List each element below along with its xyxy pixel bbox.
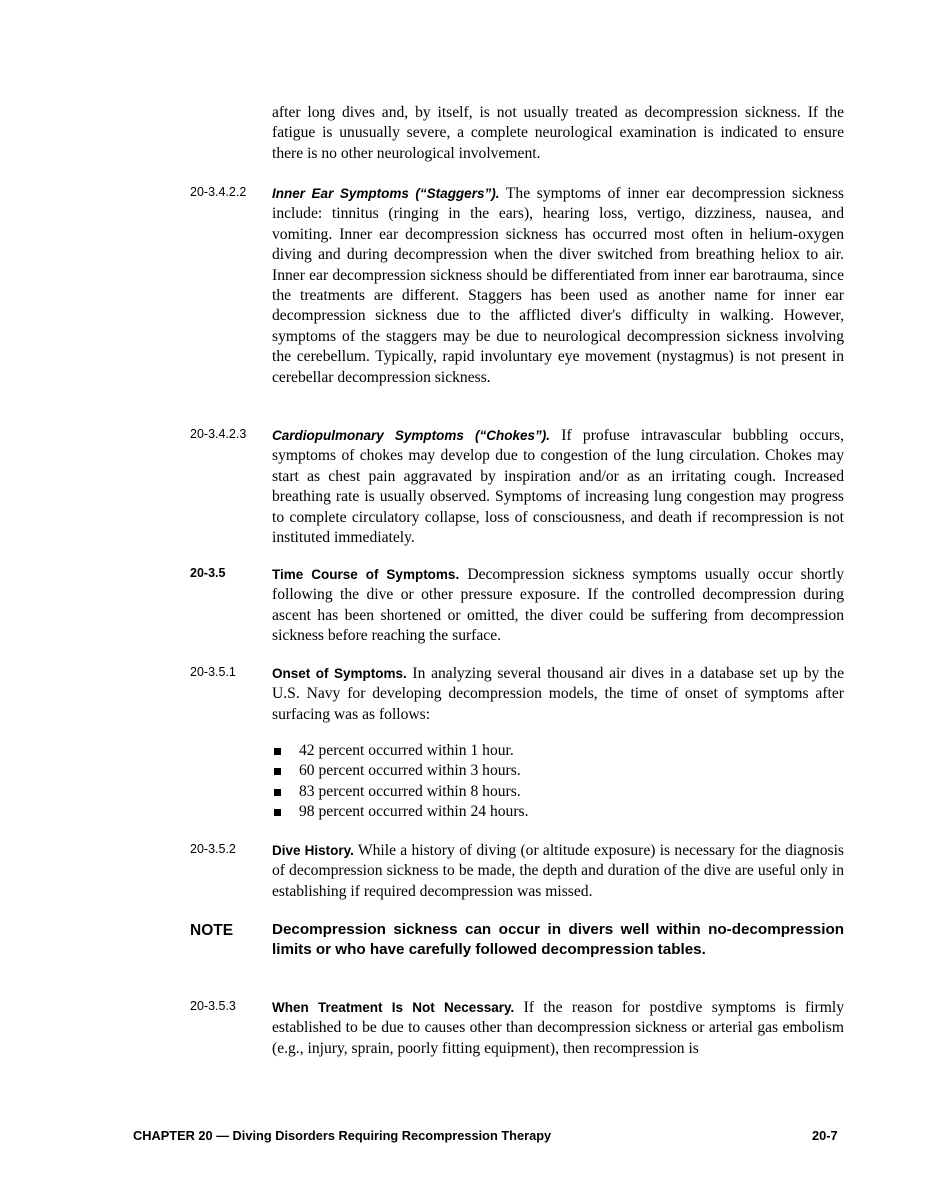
section-inner-ear-symptoms: [190, 184, 844, 388]
section-paragraph: [272, 841, 844, 902]
square-bullet-icon: [274, 809, 281, 816]
section-number: 20-3.4.2.3: [190, 427, 247, 441]
footer-chapter-title: CHAPTER 20 — Diving Disorders Requiring Recompression Therapy: [133, 1128, 552, 1143]
list-item: 98 percent occurred within 24 hours.: [272, 802, 832, 822]
section-number: 20-3.5.2: [190, 842, 236, 856]
note-label: NOTE: [190, 922, 234, 939]
section-number: 20-3.4.2.2: [190, 185, 247, 199]
section-when-treatment-not-necessary: [190, 998, 844, 1059]
section-number: 20-3.5: [190, 566, 226, 580]
section-heading: When Treatment Is Not Necessary.: [272, 1000, 515, 1015]
square-bullet-icon: [274, 768, 281, 775]
section-text: In analyzing several thousand air dives in a database set up by the U.S. Navy for developing decompression models, the time of onset of symptoms after surfacing was as follows:: [272, 665, 844, 723]
section-text: The symptoms of inner ear decompression sickness include: tinnitus (ringing in the ears), hearing loss, vertigo, dizziness, nausea, and vomiting. Inner ear decompression sickness has occurred most often in helium-oxygen diving and during decompression when the diver switched from breathing heliox to air. Inner ear decompression sickness should be differentiated from inner ear barotrauma, since the treatments are different. Staggers has been used as another name for inner ear decompression sickness due to the afflicted diver's difficulty in walking. However, symptoms of the staggers may be due to neurological decompression sickness involving the cerebellum. Typically, rapid involuntary eye movement (nystagmus) is not present in cerebellar decompression sickness.: [272, 185, 844, 386]
onset-bullet-list: [272, 741, 832, 823]
section-paragraph: [272, 184, 844, 388]
section-heading: Dive History.: [272, 843, 354, 858]
section-heading: Onset of Symptoms.: [272, 666, 407, 681]
section-heading: Cardiopulmonary Symptoms (“Chokes”).: [272, 428, 550, 443]
section-cardiopulmonary-symptoms: [190, 426, 844, 548]
list-item: 83 percent occurred within 8 hours.: [272, 782, 832, 802]
page-number: 20-7: [812, 1128, 838, 1143]
section-text: While a history of diving (or altitude exposure) is necessary for the diagnosis of decompression sickness to be made, the depth and duration of the dive are useful only in establishing if required decompression was missed.: [272, 842, 844, 900]
section-text: If profuse intravascular bubbling occurs, symptoms of chokes may develop due to congestion of the lung circulation. Chokes may start as chest pain aggravated by inspiration and/or as an irritating cough. Increased breathing rate is usually observed. Symptoms of increasing lung congestion may progress to complete circulatory collapse, loss of consciousness, and death if recompression is not instituted immediately.: [272, 427, 844, 547]
section-dive-history: [190, 841, 844, 902]
list-item: 60 percent occurred within 3 hours.: [272, 761, 832, 781]
section-paragraph: [272, 565, 844, 647]
square-bullet-icon: [274, 748, 281, 755]
square-bullet-icon: [274, 789, 281, 796]
section-heading: Time Course of Symptoms.: [272, 567, 460, 582]
section-number: 20-3.5.1: [190, 665, 236, 679]
note-text: Decompression sickness can occur in divers well within no-decompression limits or who have carefully followed decompression tables.: [272, 921, 844, 959]
section-heading: Inner Ear Symptoms (“Staggers”).: [272, 186, 500, 201]
section-text: Decompression sickness symptoms usually occur shortly following the dive or other pressure exposure. If the controlled decompression during ascent has been shortened or omitted, the diver could be suffering from decompression sickness before reaching the surface.: [272, 566, 844, 645]
section-paragraph: [272, 426, 844, 548]
list-item: 42 percent occurred within 1 hour.: [272, 741, 832, 761]
section-paragraph: [272, 664, 844, 725]
section-paragraph: [272, 998, 844, 1059]
intro-paragraph: after long dives and, by itself, is not usually treated as decompression sickness. If the fatigue is unusually severe, a complete neurological examination is indicated to ensure there is no other neurological involvement.: [272, 104, 844, 162]
section-time-course: [190, 565, 844, 647]
section-text: If the reason for postdive symptoms is firmly established to be due to causes other than decompression sickness or arterial gas embolism (e.g., injury, sprain, poorly fitting equipment), then recompression is: [272, 999, 845, 1057]
section-onset-of-symptoms: [190, 664, 844, 725]
section-number: 20-3.5.3: [190, 999, 236, 1013]
